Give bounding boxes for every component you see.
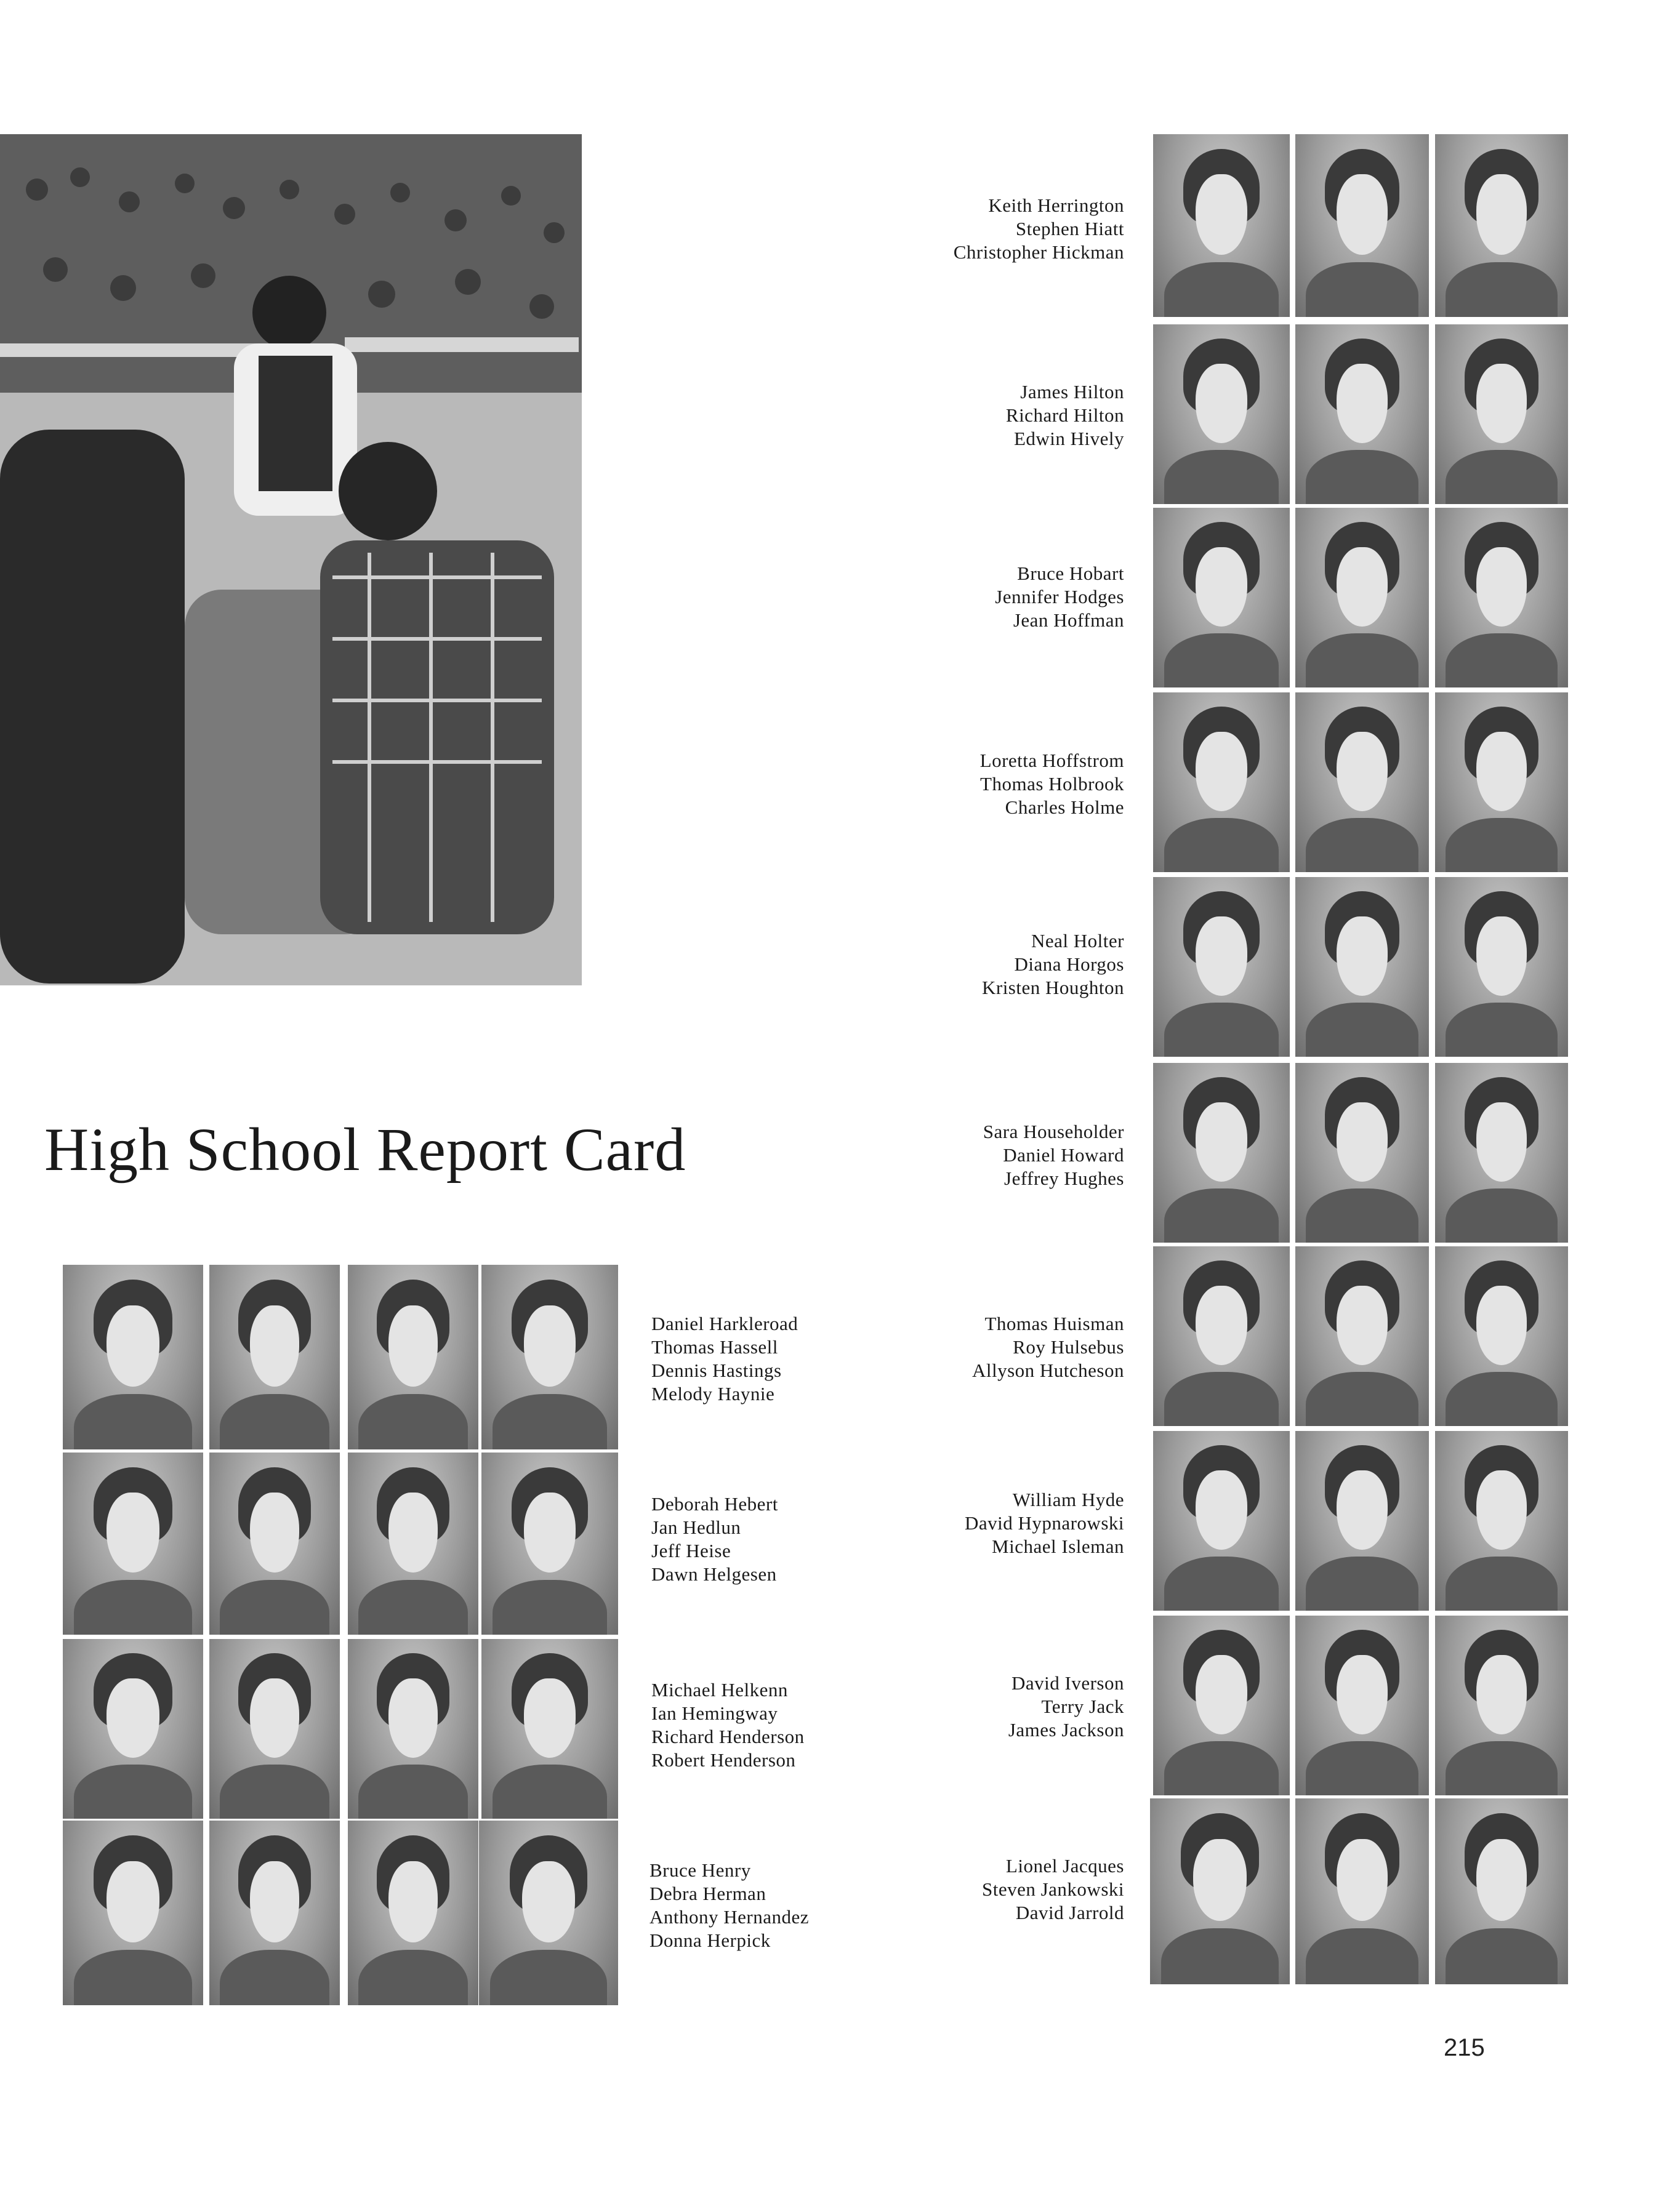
student-name: Lionel Jacques (1005, 1855, 1124, 1877)
student-name: James Jackson (1008, 1719, 1124, 1741)
student-name: Thomas Huisman (984, 1313, 1124, 1334)
student-name: Keith Herrington (988, 194, 1124, 216)
student-portrait (1153, 508, 1290, 687)
student-name: Edwin Hively (1013, 428, 1124, 449)
student-name: Sara Householder (983, 1121, 1124, 1142)
student-name: Melody Haynie (651, 1383, 775, 1405)
student-name: Bruce Hobart (1017, 563, 1124, 584)
student-name: James Hilton (1020, 381, 1124, 403)
student-portrait (1153, 1246, 1290, 1426)
student-name: Anthony Hernandez (650, 1906, 809, 1928)
student-portrait (1295, 508, 1429, 687)
student-portrait (63, 1821, 203, 2005)
student-portrait (1435, 1063, 1568, 1243)
student-name: Bruce Henry (650, 1859, 751, 1881)
student-name: Steven Jankowski (981, 1878, 1124, 1900)
student-name: William Hyde (1012, 1489, 1124, 1510)
student-name: Loretta Hoffstrom (979, 750, 1124, 771)
student-name: Allyson Hutcheson (971, 1360, 1124, 1381)
right-names-group-2 (1006, 380, 1124, 451)
student-portrait (1435, 508, 1568, 687)
student-name: Michael Helkenn (651, 1679, 788, 1701)
student-name: Christopher Hickman (953, 241, 1124, 263)
student-portrait (1153, 1063, 1290, 1243)
student-portrait (1295, 1616, 1429, 1795)
student-name: Richard Hilton (1005, 404, 1124, 426)
student-portrait (1153, 692, 1290, 872)
student-portrait (1435, 134, 1568, 317)
right-names-group-1 (954, 194, 1124, 264)
student-name: Thomas Hassell (651, 1336, 778, 1358)
student-name: Stephen Hiatt (1015, 218, 1124, 239)
student-portrait (1295, 1246, 1429, 1426)
student-portrait (1435, 1431, 1568, 1611)
right-names-group-9 (1008, 1672, 1124, 1742)
student-portrait (209, 1821, 340, 2005)
left-names-group-2 (651, 1493, 778, 1586)
student-name: Kristen Houghton (981, 977, 1124, 998)
right-names-group-10 (982, 1854, 1124, 1925)
page-title: High School Report Card (44, 1115, 686, 1184)
student-portrait (479, 1821, 618, 2005)
student-name: Richard Henderson (651, 1726, 805, 1747)
student-name: Daniel Harkleroad (651, 1313, 798, 1334)
student-name: Debra Herman (650, 1883, 766, 1904)
student-portrait (481, 1453, 618, 1635)
right-names-group-8 (965, 1488, 1124, 1558)
student-name: Dawn Helgesen (651, 1563, 777, 1585)
student-portrait (209, 1639, 340, 1819)
student-portrait (1295, 134, 1429, 317)
right-names-group-3 (995, 562, 1124, 632)
right-names-group-7 (972, 1312, 1124, 1382)
student-portrait (1150, 1798, 1290, 1984)
page-number: 215 (1444, 2034, 1485, 2061)
student-portrait (481, 1639, 618, 1819)
student-portrait (63, 1453, 203, 1635)
student-portrait (1295, 877, 1429, 1057)
student-name: David Hypnarowski (964, 1512, 1124, 1534)
student-name: Charles Holme (1005, 796, 1124, 818)
student-portrait (348, 1265, 478, 1449)
student-name: David Jarrold (1015, 1902, 1124, 1923)
student-name: Jeffrey Hughes (1004, 1168, 1124, 1189)
student-portrait (1153, 1616, 1290, 1795)
student-portrait (348, 1821, 478, 2005)
student-portrait (481, 1265, 618, 1449)
left-names-group-1 (651, 1312, 798, 1406)
student-name: Donna Herpick (650, 1929, 771, 1951)
student-name: Jennifer Hodges (995, 586, 1124, 607)
student-name: Dennis Hastings (651, 1360, 782, 1381)
student-portrait (209, 1265, 340, 1449)
student-name: Michael Isleman (992, 1536, 1124, 1557)
student-name: Jeff Heise (651, 1540, 731, 1561)
student-portrait (1435, 1246, 1568, 1426)
student-name: Daniel Howard (1003, 1144, 1124, 1166)
student-portrait (1435, 1798, 1568, 1984)
student-portrait (348, 1639, 478, 1819)
student-name: Terry Jack (1041, 1696, 1124, 1717)
student-portrait (1435, 877, 1568, 1057)
student-portrait (1295, 324, 1429, 504)
right-names-group-4 (980, 749, 1124, 819)
candid-photo (0, 134, 582, 985)
student-portrait (1295, 1798, 1429, 1984)
student-name: Roy Hulsebus (1013, 1336, 1124, 1358)
student-portrait (1435, 1616, 1568, 1795)
student-portrait (1153, 324, 1290, 504)
student-name: Thomas Holbrook (980, 773, 1124, 795)
right-names-group-6 (983, 1120, 1124, 1190)
student-name: Neal Holter (1031, 930, 1124, 952)
student-portrait (1153, 877, 1290, 1057)
student-name: Jean Hoffman (1013, 609, 1124, 631)
student-portrait (63, 1265, 203, 1449)
student-portrait (209, 1453, 340, 1635)
right-names-group-5 (982, 929, 1124, 1000)
student-portrait (1295, 1063, 1429, 1243)
student-name: Ian Hemingway (651, 1702, 778, 1724)
student-name: David Iverson (1012, 1672, 1124, 1694)
student-name: Deborah Hebert (651, 1493, 778, 1515)
student-name: Diana Horgos (1014, 953, 1124, 975)
student-name: Jan Hedlun (651, 1517, 741, 1538)
student-portrait (348, 1453, 478, 1635)
student-portrait (1295, 1431, 1429, 1611)
student-portrait (1295, 692, 1429, 872)
left-names-group-3 (651, 1678, 805, 1772)
left-names-group-4 (650, 1859, 809, 1952)
candid-photo-illustration (0, 134, 582, 985)
student-name: Robert Henderson (651, 1749, 796, 1771)
student-portrait (1435, 692, 1568, 872)
student-portrait (1153, 134, 1290, 317)
student-portrait (1153, 1431, 1290, 1611)
student-portrait (63, 1639, 203, 1819)
student-portrait (1435, 324, 1568, 504)
